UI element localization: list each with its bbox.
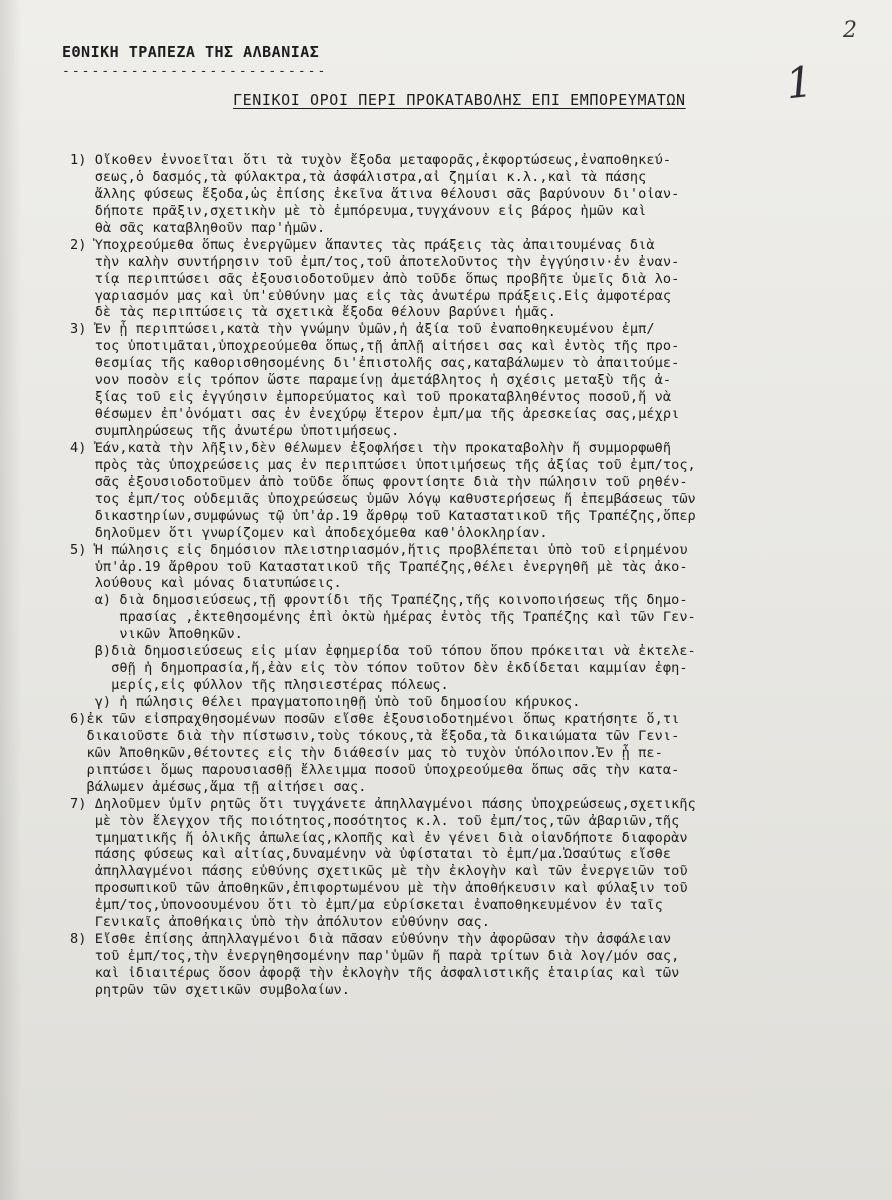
text-line: σεως,ὁ δασμός,τὰ φύλακτρα,τὰ ἀσφάλιστρα,αἱ ζημίαι κ.λ.,καὶ τὰ πάσης bbox=[70, 168, 647, 185]
text-line: θὰ σᾶς καταβληθοῦν παρ'ἡμῶν. bbox=[70, 219, 326, 236]
text-line: ρητρῶν τῶν σχετικῶν συμβολαίων. bbox=[70, 981, 350, 998]
text-line: τος ἐμπ/τος οὐδεμιᾶς ὑποχρεώσεως ὑμῶν λόγῳ καθυστερήσεως ἤ ἐπεμβάσεως τῶν bbox=[70, 490, 696, 507]
handwritten-mark: 1 bbox=[783, 56, 816, 109]
bank-name-header: ΕΘΝΙΚΗ ΤΡΑΠΕΖΑ ΤΗΣ ΑΛΒΑΝΙΑΣ bbox=[62, 43, 320, 61]
text-line: ἀπηλλαγμένοι πάσης εὐθύνης σχετικῶς μὲ τὴν ἐκλογὴν καὶ τῶν ἐνεργειῶν τοῦ bbox=[70, 863, 688, 880]
text-line: 6)ἐκ τῶν εἰσπραχθησομένων ποσῶν εἴσθε ἐξουσιοδοτημένοι ὅπως κρατήσητε ὅ,τι bbox=[70, 710, 680, 727]
text-line: σᾶς ἐξουσιοδοτοῦμεν ἀπὸ τοῦδε ὅπως φροντίσητε διὰ τὴν πώλησιν τοῦ ρηθέν- bbox=[70, 473, 688, 490]
text-line: πρασίας ,ἐκτεθησομένης ἐπὶ ὀκτὼ ἡμέρας ἐντὸς τῆς Τραπέζης καὶ τῶν Γεν- bbox=[70, 609, 696, 626]
document-title: ΓΕΝΙΚΟΙ ΟΡΟΙ ΠΕΡΙ ΠΡΟΚΑΤΑΒΟΛΗΣ ΕΠΙ ΕΜΠΟΡΕΥΜΑΤΩΝ bbox=[233, 91, 686, 109]
text-line: τμηματικῆς ἤ ὁλικῆς ἀπωλείας,κλοπῆς καὶ ἐν γένει διὰ οἱανδήποτε διαφορὰν bbox=[70, 829, 688, 846]
text-line: καὶ ἰδιαιτέρως ὅσον ἀφορᾷ τὴν ἐκλογὴν τῆς ἀσφαλιστικῆς ἑταιρίας καὶ τῶν bbox=[70, 965, 680, 981]
text-line: προσωπικοῦ τῶν ἀποθηκῶν,ἐπιφορτωμένου μὲ τὴν ἀποθήκευσιν καὶ φύλαξιν τοῦ bbox=[70, 880, 688, 897]
text-line: ριπτώσει ὅμως παρουσιασθῇ ἔλλειμμα ποσοῦ ὑποχρεούμεθα ὅπως σᾶς τὴν κατα- bbox=[70, 761, 680, 778]
text-line: 7) Δηλοῦμεν ὑμῖν ρητῶς ὅτι τυγχάνετε ἀπηλλαγμένοι πάσης ὑποχρεώσεως,σχετικῆς bbox=[70, 795, 696, 812]
text-line: μερίς,εἰς φύλλον τῆς πλησιεστέρας πόλεως. bbox=[70, 677, 449, 694]
text-line: 8) Εἴσθε ἐπίσης ἀπηλλαγμένοι διὰ πᾶσαν εὐθύνην τὴν ἀφορῶσαν τὴν ἀσφάλειαν bbox=[70, 931, 672, 948]
text-line: θεσμίας τῆς καθορισθησομένης δι'ἐπιστολῆς σας,καταβάλωμεν τὸ ἀπαιτούμε- bbox=[70, 355, 680, 372]
text-line: πάσης φύσεως καὶ αἰτίας,δυναμένην νὰ ὑφίσταται τὸ ἐμπ/μα.Ὡσαύτως εἴσθε bbox=[70, 846, 672, 863]
text-line: σθῇ ἡ δημοπρασία,ἤ,ἐὰν εἰς τὸν τόπον τοῦτον δὲν ἐκδίδεται καμμίαν ἐφη- bbox=[70, 660, 688, 677]
text-line: ὑπ'ἀρ.19 ἄρθρου τοῦ Καταστατικοῦ τῆς Τραπέζης,θέλει ἐνεργηθῆ μὲ τὰς ἀκο- bbox=[70, 558, 688, 575]
text-line: 4) Ἐάν,κατὰ τὴν λῆξιν,δὲν θέλωμεν ἐξοφλήσει τὴν προκαταβολὴν ἤ συμμορφωθῆ bbox=[70, 439, 672, 456]
text-line: λούθους καὶ μόνας διατυπώσεις. bbox=[70, 575, 342, 592]
text-line: θέσωμεν ἐπ'ὀνόματι σας ἐν ἐνεχύρῳ ἕτερον ἐμπ/μα τῆς ἀρεσκείας σας,μέχρι bbox=[70, 406, 680, 423]
text-line: τίᾳ περιπτώσει σᾶς ἐξουσιοδοτοῦμεν ἀπὸ τοῦδε ὅπως προβῆτε ὑμεῖς διὰ λο- bbox=[70, 270, 680, 287]
text-line: δήποτε πρᾶξιν,σχετικὴν μὲ τὸ ἐμπόρευμα,τυγχάνουν εἰς βάρος ἡμῶν καὶ bbox=[70, 202, 647, 219]
text-line: μὲ τὸν ἔλεγχον τῆς ποιότητος,ποσότητος κ.λ. τοῦ ἐμπ/τος,τῶν ἀβαριῶν,τῆς bbox=[70, 812, 680, 829]
text-line: 2) Ὑποχρεούμεθα ὅπως ἐνεργῶμεν ἅπαντες τὰς πράξεις τὰς ἀπαιτουμένας διὰ bbox=[70, 236, 655, 253]
text-line: δηλοῦμεν ὅτι γνωρίζομεν καὶ ἀποδεχόμεθα καθ'ὁλοκληρίαν. bbox=[70, 524, 548, 541]
text-line: τὴν καλὴν συντήρησιν τοῦ ἐμπ/τος,τοῦ ἀποτελοῦντος τὴν ἐγγύησιν·ἐν ἐναν- bbox=[70, 253, 680, 270]
text-line: β)διὰ δημοσιεύσεως εἰς μίαν ἐφημερίδα τοῦ τόπου ὅπου πρόκειται νὰ ἐκτελε- bbox=[70, 643, 696, 660]
page-edge-shadow bbox=[0, 0, 22, 1200]
header-rule: --------------------------- bbox=[62, 64, 328, 79]
text-line: γ) ἡ πώλησις θέλει πραγματοποιηθῇ ὑπὸ τοῦ δημοσίου κήρυκος. bbox=[70, 694, 581, 710]
text-line: συμπληρώσεως τῆς ἀνωτέρω ὑποτιμήσεως. bbox=[70, 423, 400, 439]
text-line: κῶν Ἀποθηκῶν,θέτοντες εἰς τὴν διάθεσίν μας τὸ τυχὸν ὑπόλοιπον.Ἐν ᾗ πε- bbox=[70, 744, 663, 761]
text-line: 3) Ἐν ᾗ περιπτώσει,κατὰ τὴν γνώμην ὑμῶν,ἡ ἀξία τοῦ ἐναποθηκευμένου ἐμπ/ bbox=[70, 321, 655, 338]
text-line: ξίας τοῦ εἰς ἐγγύησιν ἐμπορεύματος καὶ τοῦ προκαταβληθέντος ποσοῦ,ἤ νὰ bbox=[70, 389, 672, 406]
page-number: 2 bbox=[843, 18, 857, 43]
text-line: νικῶν Ἀποθηκῶν. bbox=[70, 626, 243, 643]
terms-body bbox=[70, 152, 880, 999]
text-line: ἐμπ/τος,ὑπονοουμένου ὅτι τὸ ἐμπ/μα εὑρίσκεται ἐναποθηκευμένον ἐν ταῖς bbox=[70, 897, 663, 914]
text-line: 1) Οἴκοθεν ἐννοεῖται ὅτι τὰ τυχὸν ἔξοδα μεταφορᾶς,ἐκφορτώσεως,ἐναποθηκεύ- bbox=[70, 152, 672, 168]
text-line: δὲ τὰς περιπτώσεις τὰ σχετικὰ ἔξοδα θέλουν βαρύνει ἡμᾶς. bbox=[70, 304, 556, 321]
text-line: δικαστηρίων,συμφώνως τῷ ὑπ'ἀρ.19 ἄρθρῳ τοῦ Καταστατικοῦ τῆς Τραπέζης,ὅπερ bbox=[70, 507, 696, 524]
text-line: Γενικαῖς ἀποθήκαις ὑπὸ τὴν ἀπόλυτον εὐθύνην σας. bbox=[70, 914, 490, 931]
text-line: βάλωμεν ἀμέσως,ἅμα τῇ αἰτήσει σας. bbox=[70, 778, 367, 795]
text-line: τος ὑποτιμᾶται,ὑποχρεούμεθα ὅπως,τῇ ἁπλῇ αἰτήσει σας καὶ ἐντὸς τῆς προ- bbox=[70, 338, 680, 355]
text-line: α) διὰ δημοσιεύσεως,τῇ φροντίδι τῆς Τραπέζης,τῆς κοινοποιήσεως τῆς δημο- bbox=[70, 592, 688, 609]
text-line: ἄλλης φύσεως ἔξοδα,ὡς ἐπίσης ἐκεῖνα ἅτινα θέλουσι σᾶς βαρύνουν δι'οἰαν- bbox=[70, 185, 680, 202]
text-line: 5) Ἡ πώλησις εἰς δημόσιον πλειστηριασμόν,ἥτις προβλέπεται ὑπὸ τοῦ εἰρημένου bbox=[70, 541, 688, 558]
text-line: δικαιοῦστε διὰ τὴν πίστωσιν,τοὺς τόκους,τὰ ἔξοδα,τὰ δικαιώματα τῶν Γενι- bbox=[70, 727, 680, 744]
text-line: νον ποσὸν εἰς τρόπον ὥστε παραμείνῃ ἀμετάβλητος ἡ σχέσις μεταξὺ τῆς ἀ- bbox=[70, 372, 672, 389]
text-line: τοῦ ἐμπ/τος,τὴν ἐνεργηθησομένην παρ'ὑμῶν ἤ παρὰ τρίτων διὰ λογ/μόν σας, bbox=[70, 948, 680, 965]
text-line: πρὸς τὰς ὑποχρεώσεις μας ἐν περιπτώσει ὑποτιμήσεως τῆς ἀξίας τοῦ ἐμπ/τος, bbox=[70, 456, 696, 473]
text-line: γαριασμόν μας καὶ ὑπ'εὐθύνην μας εἰς τὰς ἀνωτέρω πράξεις.Εἰς ἀμφοτέρας bbox=[70, 287, 672, 304]
